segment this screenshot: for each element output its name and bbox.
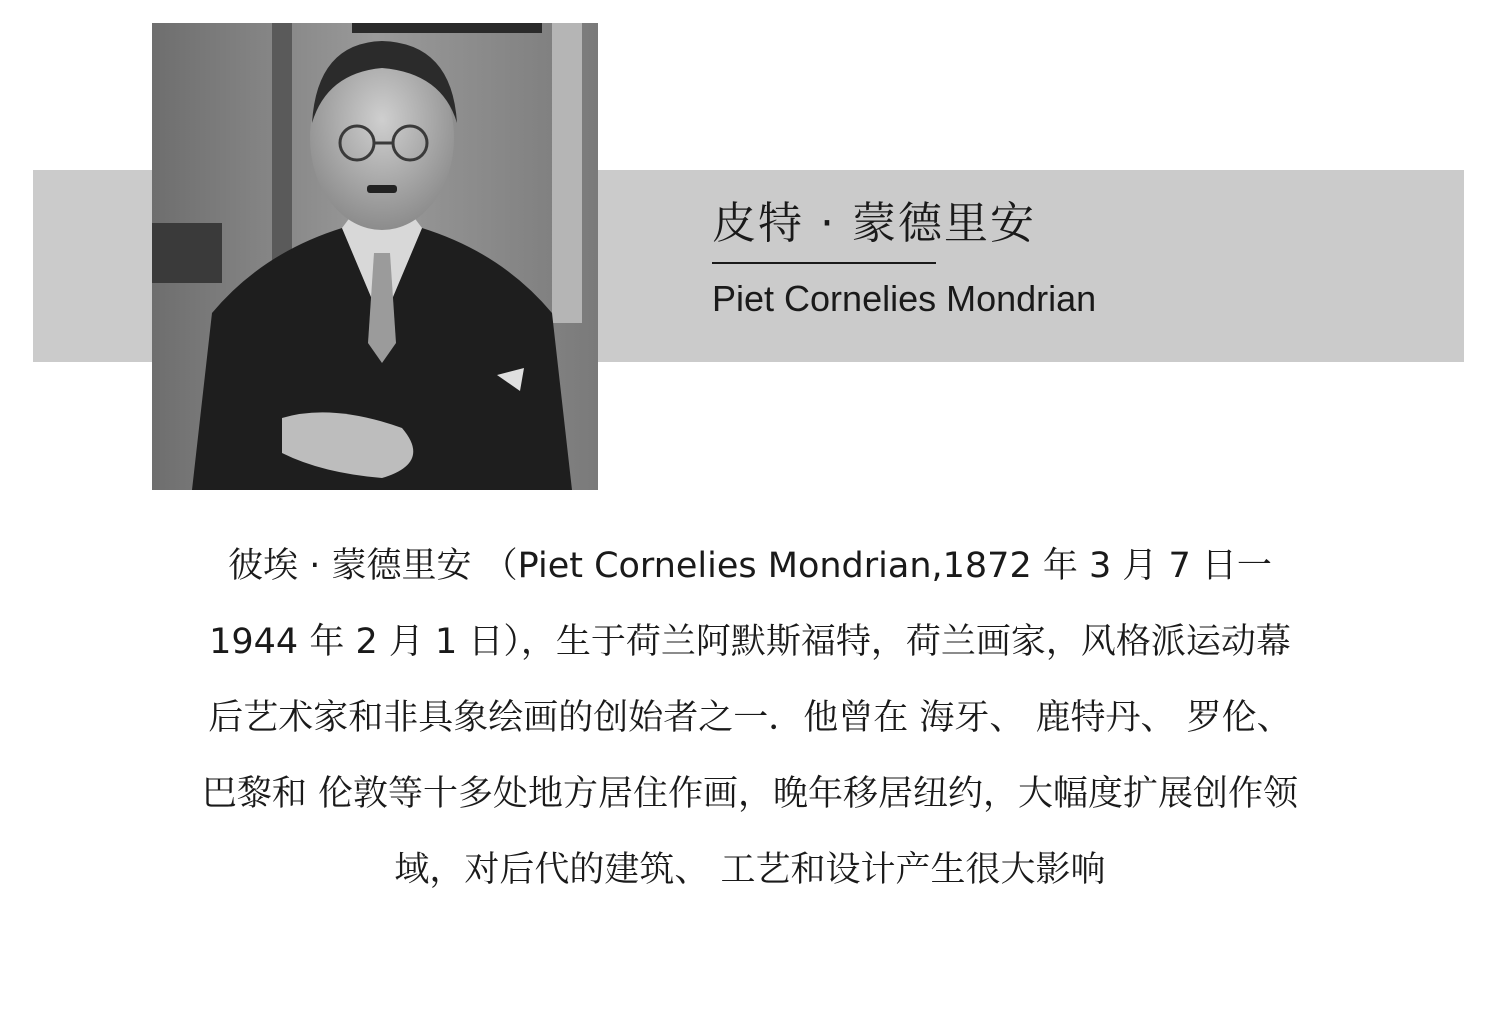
bio-line: 1944 年 2 月 1 日），生于荷兰阿默斯福特，荷兰画家，风格派运动幕	[209, 622, 1291, 662]
name-block	[712, 193, 1096, 322]
bio-line: 后艺术家和非具象绘画的创始者之一．他曾在 海牙、 鹿特丹、 罗伦、	[208, 698, 1292, 738]
name-chinese: 皮特 · 蒙德里安	[712, 198, 1036, 249]
name-english: Piet Cornelies Mondrian	[712, 278, 1097, 319]
name-divider	[712, 262, 936, 264]
bio-line: 巴黎和 伦敦等十多处地方居住作画，晚年移居纽约，大幅度扩展创作领	[201, 774, 1299, 814]
portrait-illustration	[152, 23, 598, 490]
biography-text	[60, 528, 1440, 908]
bio-line: 域，对后代的建筑、 工艺和设计产生很大影响	[394, 850, 1106, 890]
portrait-photo-icon	[152, 23, 598, 490]
bio-line: 彼埃 · 蒙德里安 （Piet Cornelies Mondrian,1872 年 3 月 7 日一	[228, 546, 1272, 586]
